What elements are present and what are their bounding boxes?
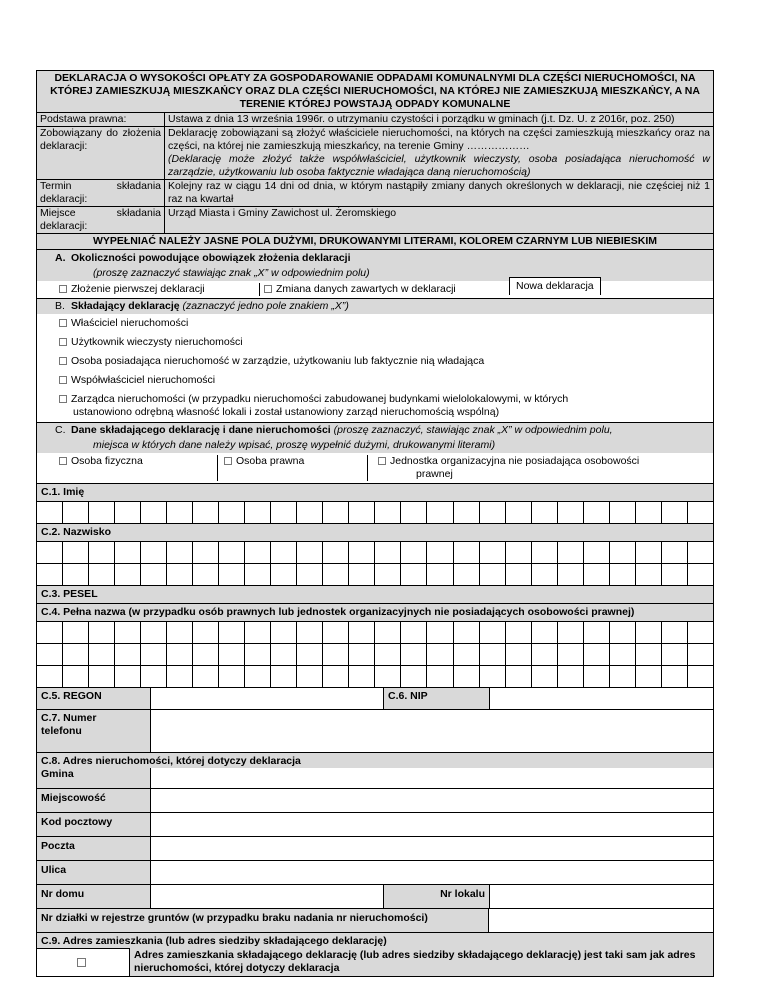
letter-cell[interactable] xyxy=(532,644,558,665)
field-c2-label: C.2. Nazwisko xyxy=(37,524,713,541)
checkbox-icon[interactable] xyxy=(224,457,232,465)
option-manager-continued: ustanowiono odrębną własność lokali i został ustanowiony zarząd nieruchomością wspólną) xyxy=(73,406,500,418)
letter-cell[interactable] xyxy=(37,666,63,687)
checkbox-icon[interactable] xyxy=(264,285,272,293)
checkbox-icon[interactable] xyxy=(59,338,67,346)
letter-cell[interactable] xyxy=(37,542,63,563)
section-c-hint1: (proszę zaznaczyć, stawiając znak „X” w odpowiednim polu, xyxy=(333,424,613,436)
letter-cell[interactable] xyxy=(375,502,401,523)
section-a xyxy=(37,250,713,299)
letter-cell[interactable] xyxy=(427,542,453,563)
letter-cell[interactable] xyxy=(506,622,532,643)
letter-cell[interactable] xyxy=(584,666,610,687)
option-legal-person[interactable] xyxy=(217,455,367,481)
letter-cell[interactable] xyxy=(662,502,688,523)
letter-cell[interactable] xyxy=(662,666,688,687)
letter-cell[interactable] xyxy=(636,502,662,523)
letter-cell[interactable] xyxy=(688,542,713,563)
nr-dzialki-input[interactable] xyxy=(489,909,713,932)
letter-cell[interactable] xyxy=(115,644,141,665)
letter-cell[interactable] xyxy=(532,666,558,687)
same-address-checkbox[interactable] xyxy=(37,948,130,976)
section-b-title xyxy=(37,299,713,314)
section-a-letter: A. xyxy=(55,252,66,264)
letter-cell[interactable] xyxy=(323,542,349,563)
field-c3 xyxy=(37,586,713,604)
letter-cell[interactable] xyxy=(375,644,401,665)
letter-cell[interactable] xyxy=(584,622,610,643)
regon-input[interactable] xyxy=(151,688,384,709)
letter-cell[interactable] xyxy=(558,644,584,665)
miejscowosc-label: Miejscowość xyxy=(37,789,151,812)
letter-cell[interactable] xyxy=(141,644,167,665)
field-c4 xyxy=(37,604,713,688)
option-manager[interactable] xyxy=(37,390,713,406)
section-b-letter: B. xyxy=(55,300,65,312)
letter-cell[interactable] xyxy=(141,622,167,643)
letter-cell[interactable] xyxy=(480,644,506,665)
letter-cell[interactable] xyxy=(115,564,141,585)
letter-cell[interactable] xyxy=(297,644,323,665)
letter-cell[interactable] xyxy=(427,502,453,523)
option-change-data-label: Zmiana danych zawartych w deklaracji xyxy=(276,283,456,295)
miejscowosc-input[interactable] xyxy=(151,789,713,812)
checkbox-icon[interactable] xyxy=(59,319,67,327)
kod-input[interactable] xyxy=(151,813,713,836)
field-c8 xyxy=(37,753,713,933)
option-perpetual-user-label: Użytkownik wieczysty nieruchomości xyxy=(71,336,243,348)
section-a-hint: (proszę zaznaczyć stawiając znak „X” w odpowiednim polu) xyxy=(93,267,370,279)
letter-cell[interactable] xyxy=(584,542,610,563)
field-c5-c6 xyxy=(37,688,713,710)
letter-cell[interactable] xyxy=(610,644,636,665)
surname-cells-2[interactable] xyxy=(37,563,713,585)
letter-cell[interactable] xyxy=(636,666,662,687)
letter-cell[interactable] xyxy=(349,564,375,585)
letter-cell[interactable] xyxy=(193,502,219,523)
letter-cell[interactable] xyxy=(480,564,506,585)
letter-cell[interactable] xyxy=(37,502,63,523)
letter-cell[interactable] xyxy=(219,564,245,585)
place-label: Miejsce składania deklaracji: xyxy=(37,207,165,233)
letter-cell[interactable] xyxy=(271,644,297,665)
letter-cell[interactable] xyxy=(141,564,167,585)
letter-cell[interactable] xyxy=(271,502,297,523)
option-legal-person-label: Osoba prawna xyxy=(236,455,305,467)
letter-cell[interactable] xyxy=(297,502,323,523)
section-b-hint: (zaznaczyć jedno pole znakiem „X”) xyxy=(182,300,349,312)
option-owner[interactable] xyxy=(37,314,713,333)
letter-cell[interactable] xyxy=(141,542,167,563)
letter-cell[interactable] xyxy=(193,666,219,687)
letter-cell[interactable] xyxy=(532,564,558,585)
letter-cell[interactable] xyxy=(167,542,193,563)
field-c8-label: C.8. Adres nieruchomości, której dotyczy deklaracja xyxy=(37,753,713,768)
option-perpetual-user[interactable] xyxy=(37,333,713,352)
letter-cell[interactable] xyxy=(558,564,584,585)
letter-cell[interactable] xyxy=(323,644,349,665)
field-c5-label: C.5. REGON xyxy=(37,688,151,709)
letter-cell[interactable] xyxy=(349,666,375,687)
letter-cell[interactable] xyxy=(401,542,427,563)
letter-cell[interactable] xyxy=(219,502,245,523)
ulica-input[interactable] xyxy=(151,861,713,884)
letter-cell[interactable] xyxy=(454,644,480,665)
letter-cell[interactable] xyxy=(401,622,427,643)
nr-row xyxy=(37,884,713,908)
option-owner-label: Właściciel nieruchomości xyxy=(71,317,189,329)
nr-lokalu-input[interactable] xyxy=(490,885,713,908)
letter-cell[interactable] xyxy=(427,564,453,585)
letter-cell[interactable] xyxy=(297,666,323,687)
letter-cell[interactable] xyxy=(167,564,193,585)
option-possessor[interactable] xyxy=(37,352,713,371)
letter-cell[interactable] xyxy=(480,542,506,563)
option-change-data[interactable] xyxy=(259,283,524,296)
letter-cell[interactable] xyxy=(610,502,636,523)
poczta-input[interactable] xyxy=(151,837,713,860)
letter-cell[interactable] xyxy=(688,666,713,687)
letter-cell[interactable] xyxy=(610,666,636,687)
letter-cell[interactable] xyxy=(427,622,453,643)
letter-cell[interactable] xyxy=(506,644,532,665)
letter-cell[interactable] xyxy=(375,622,401,643)
checkbox-icon[interactable] xyxy=(59,357,67,365)
field-c1-label: C.1. Imię xyxy=(37,484,713,501)
letter-cell[interactable] xyxy=(532,502,558,523)
gmina-row xyxy=(37,768,713,788)
letter-cell[interactable] xyxy=(584,644,610,665)
letter-cell[interactable] xyxy=(427,666,453,687)
checkbox-icon[interactable] xyxy=(59,376,67,384)
letter-cell[interactable] xyxy=(193,564,219,585)
obliged-value: Deklarację zobowiązani są złożyć właściciele nieruchomości, na których na części zamieszkują mieszkańcy oraz na części, na której nie zamieszkują mieszkańcy, na terenie Gminy ……………… xyxy=(168,127,710,152)
letter-cell[interactable] xyxy=(37,622,63,643)
letter-cell[interactable] xyxy=(454,622,480,643)
letter-cell[interactable] xyxy=(245,666,271,687)
name-cells[interactable] xyxy=(37,501,713,523)
option-organizational-unit-label-2: prawnej xyxy=(416,468,453,480)
letter-cell[interactable] xyxy=(401,502,427,523)
letter-cell[interactable] xyxy=(558,622,584,643)
deadline-row xyxy=(37,180,713,207)
letter-cell[interactable] xyxy=(427,644,453,665)
letter-cell[interactable] xyxy=(115,542,141,563)
letter-cell[interactable] xyxy=(115,666,141,687)
section-c xyxy=(37,423,713,484)
letter-cell[interactable] xyxy=(219,542,245,563)
section-c-hint2: miejsca w których dane należy wpisać, proszę wypełnić dużymi, drukowanymi literami) xyxy=(93,439,496,451)
legal-basis-row xyxy=(37,113,713,127)
letter-cell[interactable] xyxy=(349,502,375,523)
option-co-owner-label: Współwłaściciel nieruchomości xyxy=(71,374,216,386)
letter-cell[interactable] xyxy=(271,564,297,585)
option-first-declaration[interactable] xyxy=(59,283,259,296)
section-c-letter: C. xyxy=(55,424,66,436)
letter-cell[interactable] xyxy=(89,542,115,563)
letter-cell[interactable] xyxy=(480,502,506,523)
letter-cell[interactable] xyxy=(167,644,193,665)
letter-cell[interactable] xyxy=(219,666,245,687)
letter-cell[interactable] xyxy=(454,666,480,687)
deadline-value: Kolejny raz w ciągu 14 dni od dnia, w którym nastąpiły zmiany danych określonych w deklaracji, nie częściej niż 1 raz na kwartał xyxy=(168,180,710,205)
letter-cell[interactable] xyxy=(63,564,89,585)
letter-cell[interactable] xyxy=(506,666,532,687)
letter-cell[interactable] xyxy=(662,622,688,643)
section-c-title xyxy=(37,423,713,438)
option-first-declaration-label: Złożenie pierwszej deklaracji xyxy=(71,283,205,295)
letter-cell[interactable] xyxy=(37,564,63,585)
obliged-label: Zobowiązany do złożenia deklaracji: xyxy=(37,127,165,179)
letter-cell[interactable] xyxy=(401,644,427,665)
field-c7-label-1: C.7. Numer xyxy=(41,712,97,724)
letter-cell[interactable] xyxy=(297,564,323,585)
letter-cell[interactable] xyxy=(141,502,167,523)
letter-cell[interactable] xyxy=(245,502,271,523)
field-c1 xyxy=(37,484,713,524)
letter-cell[interactable] xyxy=(63,666,89,687)
letter-cell[interactable] xyxy=(688,502,713,523)
letter-cell[interactable] xyxy=(297,622,323,643)
letter-cell[interactable] xyxy=(375,564,401,585)
field-c2 xyxy=(37,524,713,586)
letter-cell[interactable] xyxy=(245,542,271,563)
letter-cell[interactable] xyxy=(297,542,323,563)
letter-cell[interactable] xyxy=(662,564,688,585)
letter-cell[interactable] xyxy=(115,502,141,523)
letter-cell[interactable] xyxy=(454,542,480,563)
ulica-row xyxy=(37,860,713,884)
letter-cell[interactable] xyxy=(89,666,115,687)
surname-cells-1[interactable] xyxy=(37,541,713,563)
letter-cell[interactable] xyxy=(636,542,662,563)
letter-cell[interactable] xyxy=(89,502,115,523)
letter-cell[interactable] xyxy=(89,564,115,585)
field-c4-label: C.4. Pełna nazwa (w przypadku osób prawnych lub jednostek organizacyjnych nie posiadających osobowości prawnej) xyxy=(37,604,713,621)
letter-cell[interactable] xyxy=(375,666,401,687)
gmina-input[interactable] xyxy=(151,768,713,788)
letter-cell[interactable] xyxy=(454,502,480,523)
field-c7-label xyxy=(37,710,151,752)
letter-cell[interactable] xyxy=(610,622,636,643)
letter-cell[interactable] xyxy=(193,622,219,643)
letter-cell[interactable] xyxy=(558,666,584,687)
option-co-owner[interactable] xyxy=(37,371,713,390)
field-c7-label-2: telefonu xyxy=(41,725,82,737)
letter-cell[interactable] xyxy=(584,564,610,585)
nr-domu-input[interactable] xyxy=(151,885,384,908)
same-address-label: Adres zamieszkania składającego deklarację (lub adres siedziby składającego deklarację) jest taki sam jak adres nieruchomości, której dotyczy deklaracja xyxy=(134,949,696,974)
letter-cell[interactable] xyxy=(401,666,427,687)
checkbox-icon[interactable] xyxy=(59,457,67,465)
letter-cell[interactable] xyxy=(219,622,245,643)
letter-cell[interactable] xyxy=(532,622,558,643)
letter-cell[interactable] xyxy=(480,666,506,687)
letter-cell[interactable] xyxy=(349,542,375,563)
option-organizational-unit-label: Jednostka organizacyjna nie posiadająca osobowości xyxy=(390,455,640,467)
phone-input[interactable] xyxy=(151,710,713,752)
kod-row xyxy=(37,812,713,836)
checkbox-icon[interactable] xyxy=(77,958,86,967)
poczta-row xyxy=(37,836,713,860)
field-c3-label: C.3. PESEL xyxy=(37,586,713,603)
letter-cell[interactable] xyxy=(662,644,688,665)
letter-cell[interactable] xyxy=(506,542,532,563)
gmina-label: Gmina xyxy=(37,768,151,788)
letter-cell[interactable] xyxy=(245,564,271,585)
letter-cell[interactable] xyxy=(558,542,584,563)
letter-cell[interactable] xyxy=(323,502,349,523)
letter-cell[interactable] xyxy=(271,542,297,563)
ulica-label: Ulica xyxy=(37,861,151,884)
letter-cell[interactable] xyxy=(375,542,401,563)
section-b-title-text: Składający deklarację xyxy=(71,300,180,312)
field-c9 xyxy=(37,933,713,976)
letter-cell[interactable] xyxy=(193,644,219,665)
letter-cell[interactable] xyxy=(245,622,271,643)
legal-basis-label: Podstawa prawna: xyxy=(37,113,165,126)
letter-cell[interactable] xyxy=(167,622,193,643)
letter-cell[interactable] xyxy=(401,564,427,585)
letter-cell[interactable] xyxy=(610,542,636,563)
checkbox-icon[interactable] xyxy=(59,395,67,403)
letter-cell[interactable] xyxy=(89,622,115,643)
section-a-title xyxy=(37,251,713,266)
option-manager-label: Zarządca nieruchomości (w przypadku nieruchomości zabudowanej budynkami wielolokalowymi, w których xyxy=(71,393,569,405)
obliged-value-block xyxy=(165,127,713,179)
letter-cell[interactable] xyxy=(219,644,245,665)
obliged-row xyxy=(37,127,713,180)
field-c9-label: C.9. Adres zamieszkania (lub adres siedziby składającego deklarację) xyxy=(37,933,713,948)
letter-cell[interactable] xyxy=(532,542,558,563)
place-row xyxy=(37,207,713,234)
letter-cell[interactable] xyxy=(193,542,219,563)
field-c7 xyxy=(37,710,713,753)
letter-cell[interactable] xyxy=(37,644,63,665)
option-possessor-label: Osoba posiadająca nieruchomość w zarządzie, użytkowaniu lub faktycznie nią władająca xyxy=(71,355,485,367)
section-a-title-text: Okoliczności powodujące obowiązek złożenia deklaracji xyxy=(71,252,351,264)
option-natural-person-label: Osoba fizyczna xyxy=(71,455,143,467)
letter-cell[interactable] xyxy=(349,644,375,665)
letter-cell[interactable] xyxy=(506,502,532,523)
letter-cell[interactable] xyxy=(323,666,349,687)
kod-label: Kod pocztowy xyxy=(37,813,151,836)
letter-cell[interactable] xyxy=(245,644,271,665)
place-value: Urząd Miasta i Gminy Zawichost ul. Żeromskiego xyxy=(168,207,397,219)
section-c-title-text: Dane składającego deklarację i dane nieruchomości xyxy=(71,424,331,436)
letter-cell[interactable] xyxy=(688,644,713,665)
letter-cell[interactable] xyxy=(63,542,89,563)
letter-cell[interactable] xyxy=(63,502,89,523)
miejscowosc-row xyxy=(37,788,713,812)
letter-cell[interactable] xyxy=(115,622,141,643)
letter-cell[interactable] xyxy=(688,564,713,585)
option-new-declaration[interactable] xyxy=(509,277,601,295)
letter-cell[interactable] xyxy=(167,502,193,523)
section-b xyxy=(37,299,713,423)
option-organizational-unit[interactable] xyxy=(367,455,713,481)
nr-lokalu-label: Nr lokalu xyxy=(384,885,490,908)
letter-cell[interactable] xyxy=(323,564,349,585)
form-title: DEKLARACJA O WYSOKOŚCI OPŁATY ZA GOSPODAROWANIE ODPADAMI KOMUNALNYMI DLA CZĘŚCI NIERUCHOMOŚCI, NA KTÓREJ ZAMIESZKUJĄ MIESZKAŃCY ORAZ DLA CZĘŚCI NIERUCHOMOŚCI, NA KTÓREJ NIE ZAMIESZKUJĄ MIESZKAŃCY, A NA TERENIE KTÓREJ POWSTAJĄ ODPADY KOMUNALNE xyxy=(37,71,713,113)
obliged-note: (Deklarację może złożyć także współwłaściciel, użytkownik wieczysty, osoba posiadająca nieruchomość w zarządzie, użytkowaniu lub osoba faktycznie władająca daną nieruchomością) xyxy=(168,153,710,178)
fullname-cells-2[interactable] xyxy=(37,643,713,665)
letter-cell[interactable] xyxy=(63,644,89,665)
option-new-declaration-label: Nowa deklaracja xyxy=(516,280,594,292)
legal-basis-value: Ustawa z dnia 13 września 1996r. o utrzymaniu czystości i porządku w gminach (j.t. Dz. U. z 2016r, poz. 250) xyxy=(168,113,675,125)
letter-cell[interactable] xyxy=(141,666,167,687)
dzialka-row xyxy=(37,908,713,932)
fullname-cells-1[interactable] xyxy=(37,621,713,643)
letter-cell[interactable] xyxy=(323,622,349,643)
letter-cell[interactable] xyxy=(63,622,89,643)
letter-cell[interactable] xyxy=(349,622,375,643)
letter-cell[interactable] xyxy=(688,622,713,643)
letter-cell[interactable] xyxy=(271,622,297,643)
nip-input[interactable] xyxy=(490,688,713,709)
checkbox-icon[interactable] xyxy=(378,457,386,465)
instruction-banner: WYPEŁNIAĆ NALEŻY JASNE POLA DUŻYMI, DRUKOWANYMI LITERAMI, KOLOREM CZARNYM LUB NIEBIESKIM xyxy=(37,234,713,250)
option-natural-person[interactable] xyxy=(59,455,217,481)
nr-domu-label: Nr domu xyxy=(37,885,151,908)
letter-cell[interactable] xyxy=(480,622,506,643)
declaration-form xyxy=(36,70,714,977)
letter-cell[interactable] xyxy=(584,502,610,523)
nr-dzialki-label: Nr działki w rejestrze gruntów (w przypadku braku nadania nr nieruchomości) xyxy=(37,909,489,932)
letter-cell[interactable] xyxy=(636,644,662,665)
letter-cell[interactable] xyxy=(454,564,480,585)
letter-cell[interactable] xyxy=(558,502,584,523)
fullname-cells-3[interactable] xyxy=(37,665,713,687)
letter-cell[interactable] xyxy=(636,622,662,643)
letter-cell[interactable] xyxy=(636,564,662,585)
field-c6-label: C.6. NIP xyxy=(384,688,490,709)
letter-cell[interactable] xyxy=(506,564,532,585)
letter-cell[interactable] xyxy=(271,666,297,687)
checkbox-icon[interactable] xyxy=(59,285,67,293)
deadline-label: Termin składania deklaracji: xyxy=(37,180,165,206)
letter-cell[interactable] xyxy=(167,666,193,687)
poczta-label: Poczta xyxy=(37,837,151,860)
letter-cell[interactable] xyxy=(610,564,636,585)
letter-cell[interactable] xyxy=(662,542,688,563)
letter-cell[interactable] xyxy=(89,644,115,665)
